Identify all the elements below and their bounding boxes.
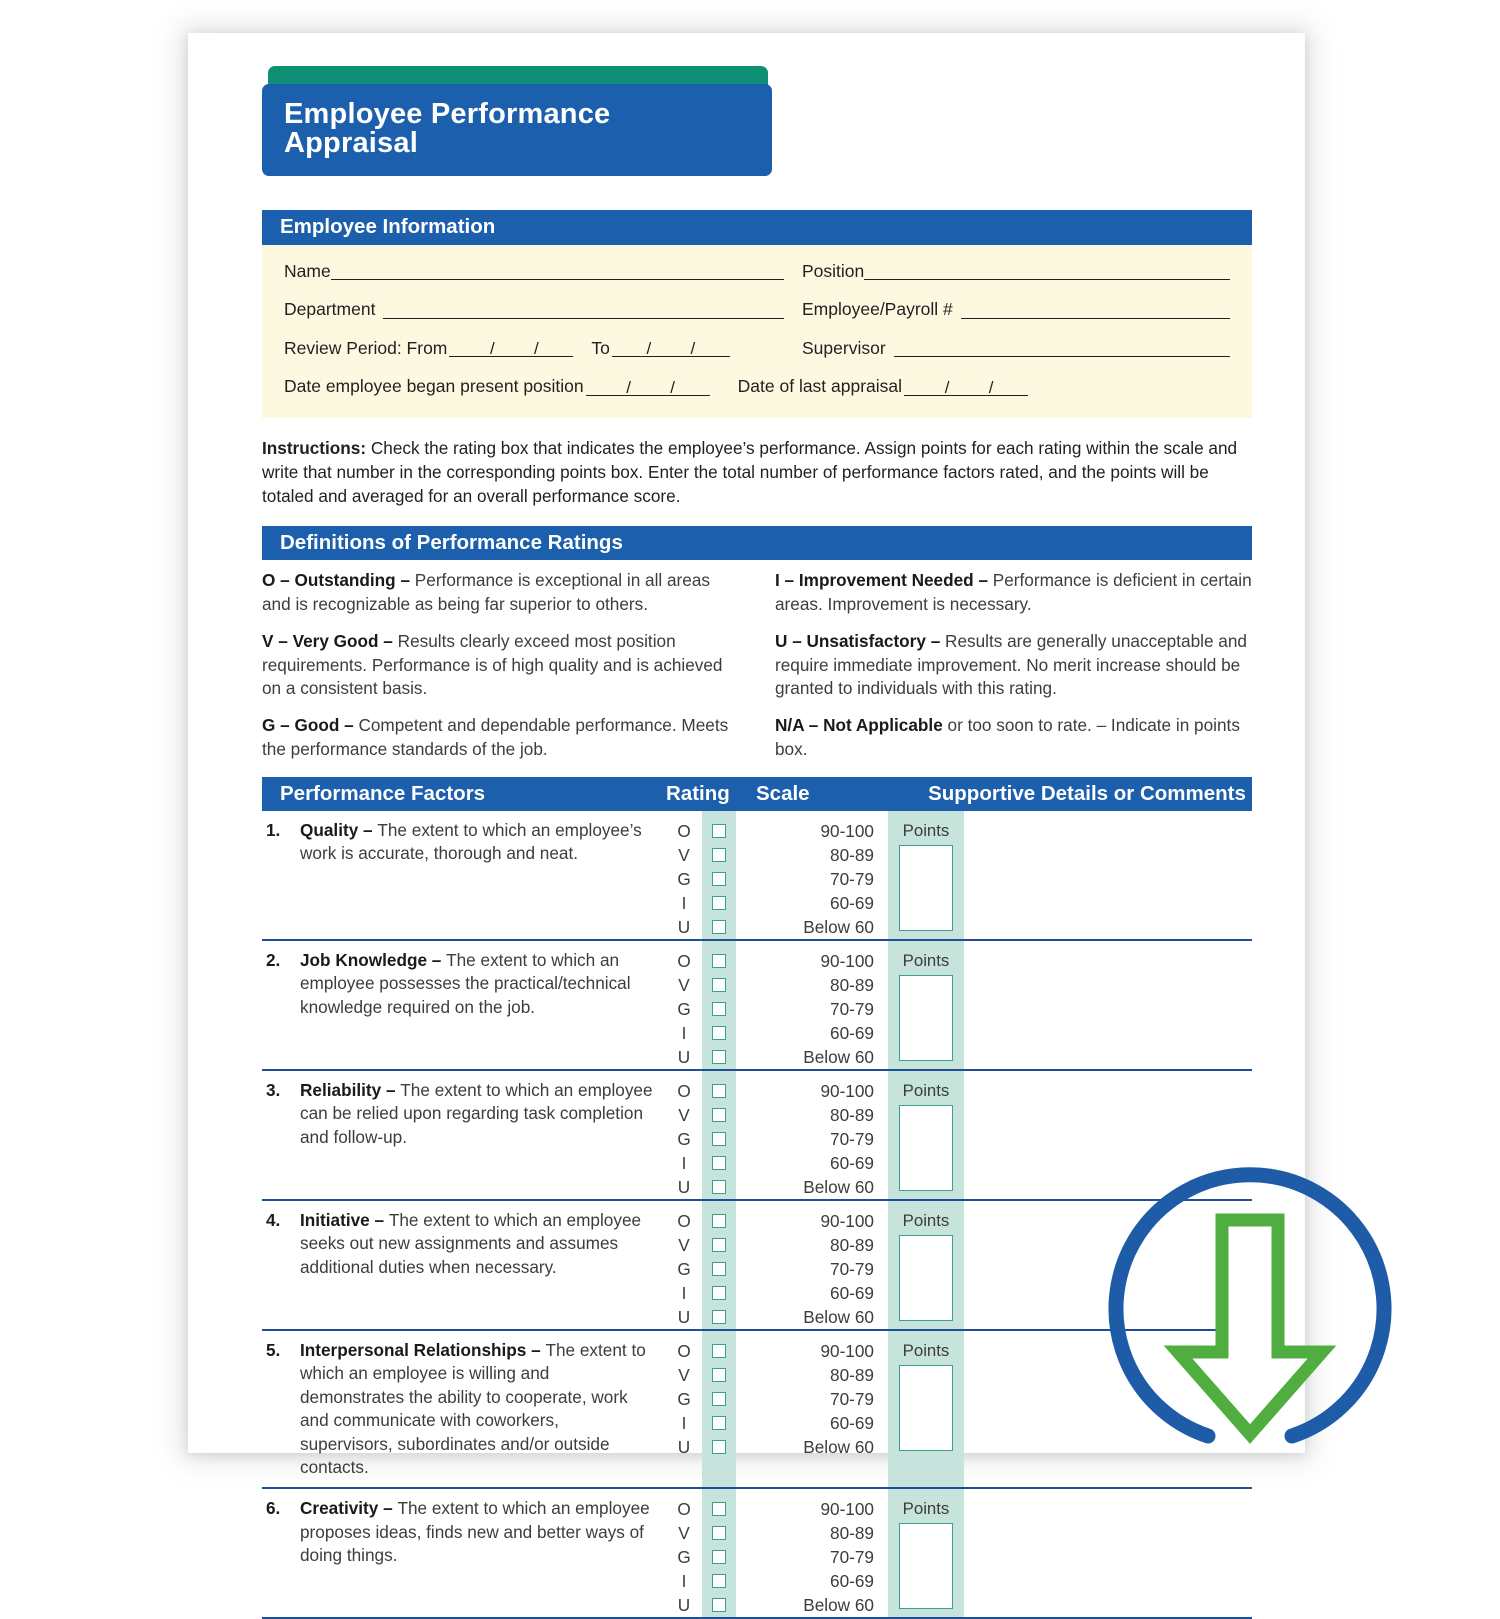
definition-term: I – Improvement Needed – bbox=[775, 570, 993, 591]
points-label: Points bbox=[902, 951, 950, 971]
factor-description: The extent to which an employee is willing and demonstrates the ability to cooperate, work and communicate with coworkers, supervisors, subordinates and/or outside contacts. bbox=[300, 1340, 646, 1478]
review-period-to-label: To bbox=[591, 337, 610, 358]
rating-code-label: G bbox=[677, 1259, 691, 1280]
factor-name: Interpersonal Relationships – bbox=[300, 1340, 546, 1361]
rating-checkbox-cell bbox=[702, 1071, 736, 1199]
review-period-group bbox=[284, 337, 784, 359]
info-row-department-payroll bbox=[284, 301, 1230, 319]
rating-checkbox-g[interactable] bbox=[712, 872, 726, 886]
factor-cell bbox=[262, 1489, 666, 1617]
position-label: Position bbox=[802, 260, 865, 281]
definition-text: or too soon to rate. – Indicate in points box. bbox=[775, 715, 1240, 759]
column-spacer bbox=[736, 1071, 752, 1199]
date-slash-5: / bbox=[626, 377, 632, 397]
checkbox-slot bbox=[702, 1045, 736, 1069]
scale-value: Below 60 bbox=[803, 1307, 874, 1328]
scale-value: 60-69 bbox=[830, 893, 874, 914]
points-label: Points bbox=[902, 1499, 950, 1519]
scale-value: 90-100 bbox=[820, 1499, 874, 1520]
rating-code-label: I bbox=[681, 893, 687, 914]
rating-codes-cell bbox=[666, 1331, 702, 1487]
rating-code-label: U bbox=[677, 917, 691, 938]
checkbox-slot bbox=[702, 949, 736, 973]
column-spacer bbox=[736, 1201, 752, 1329]
scale-value: 70-79 bbox=[830, 1389, 874, 1410]
scale-value: Below 60 bbox=[803, 1177, 874, 1198]
checkbox-slot bbox=[702, 1363, 736, 1387]
checkbox-slot bbox=[702, 1103, 736, 1127]
points-input[interactable] bbox=[899, 1365, 953, 1451]
review-from-date-input[interactable] bbox=[449, 341, 573, 357]
scale-value: Below 60 bbox=[803, 1437, 874, 1458]
rating-code-label: U bbox=[677, 1595, 691, 1616]
definition-text: Results clearly exceed most position requirements. Performance is of high quality and is achieved on a consistent basis. bbox=[262, 630, 723, 699]
rating-checkbox-u[interactable] bbox=[712, 1310, 726, 1324]
document-page bbox=[188, 33, 1305, 1616]
factor-number: 1. bbox=[266, 820, 281, 841]
factor-cell bbox=[262, 811, 666, 939]
rating-checkbox-v[interactable] bbox=[712, 848, 726, 862]
scale-value: 90-100 bbox=[820, 1341, 874, 1362]
definitions-right-column bbox=[757, 569, 1252, 761]
checkbox-slot bbox=[702, 843, 736, 867]
rating-checkbox-cell bbox=[702, 941, 736, 1069]
instructions-paragraph bbox=[262, 436, 1252, 509]
rating-checkbox-i[interactable] bbox=[712, 1286, 726, 1300]
rating-code-label: O bbox=[677, 821, 691, 842]
table-row bbox=[262, 811, 1252, 941]
checkbox-slot bbox=[702, 1387, 736, 1411]
factor-number: 5. bbox=[266, 1340, 281, 1361]
factor-number: 4. bbox=[266, 1210, 281, 1231]
checkbox-slot bbox=[702, 1339, 736, 1363]
definition-very-good bbox=[262, 630, 735, 701]
table-row bbox=[262, 1331, 1252, 1489]
rating-checkbox-g[interactable] bbox=[712, 1392, 726, 1406]
rating-checkbox-o[interactable] bbox=[712, 954, 726, 968]
checkbox-slot bbox=[702, 1209, 736, 1233]
position-input[interactable] bbox=[864, 266, 1230, 280]
factor-cell bbox=[262, 1201, 666, 1329]
last-appraisal-date-input[interactable] bbox=[904, 377, 1028, 397]
rating-codes-cell bbox=[666, 1489, 702, 1617]
rating-code-label: U bbox=[677, 1047, 691, 1068]
scale-value: 90-100 bbox=[820, 1211, 874, 1232]
performance-table-body bbox=[262, 811, 1252, 1619]
checkbox-slot bbox=[702, 819, 736, 843]
employee-information-header: Employee Information bbox=[262, 210, 1252, 245]
column-spacer bbox=[736, 811, 752, 939]
factor-name: Job Knowledge – bbox=[300, 950, 447, 971]
rating-code-label: U bbox=[677, 1437, 691, 1458]
definitions-section bbox=[262, 526, 1252, 762]
rating-checkbox-v[interactable] bbox=[712, 1108, 726, 1122]
payroll-label: Employee/Payroll # bbox=[802, 299, 953, 320]
scale-value: 60-69 bbox=[830, 1413, 874, 1434]
payroll-field-group bbox=[802, 301, 1230, 319]
factor-number: 6. bbox=[266, 1498, 281, 1519]
scale-cell bbox=[752, 941, 874, 1069]
factor-description: The extent to which an employee seeks out new assignments and assumes additional duties when necessary. bbox=[300, 1210, 642, 1277]
factor-text bbox=[300, 949, 655, 1019]
rating-code-label: I bbox=[681, 1571, 687, 1592]
definition-not-applicable bbox=[775, 714, 1252, 761]
factor-text bbox=[300, 1079, 655, 1149]
definition-text: Competent and dependable performance. Meets the performance standards of the job. bbox=[262, 715, 729, 759]
scale-value: Below 60 bbox=[803, 1595, 874, 1616]
factor-text bbox=[300, 1339, 655, 1479]
checkbox-slot bbox=[702, 997, 736, 1021]
scale-value: 90-100 bbox=[820, 1081, 874, 1102]
checkbox-slot bbox=[702, 1435, 736, 1459]
checkbox-slot bbox=[702, 1175, 736, 1199]
checkbox-slot bbox=[702, 1151, 736, 1175]
scale-value: 70-79 bbox=[830, 869, 874, 890]
performance-table-header bbox=[262, 777, 1252, 812]
rating-checkbox-v[interactable] bbox=[712, 1368, 726, 1382]
points-input[interactable] bbox=[899, 1523, 953, 1609]
rating-checkbox-u[interactable] bbox=[712, 1598, 726, 1612]
checkbox-slot bbox=[702, 1079, 736, 1103]
scale-value: 70-79 bbox=[830, 1259, 874, 1280]
definition-term: O – Outstanding – bbox=[262, 570, 415, 591]
comments-input[interactable] bbox=[964, 1331, 1252, 1487]
department-input[interactable] bbox=[383, 305, 784, 319]
name-label: Name bbox=[284, 260, 331, 281]
comments-input[interactable] bbox=[964, 1201, 1252, 1329]
definition-term: V – Very Good – bbox=[262, 630, 398, 651]
scale-value: 80-89 bbox=[830, 975, 874, 996]
points-cell bbox=[888, 941, 964, 1069]
rating-checkbox-v[interactable] bbox=[712, 1238, 726, 1252]
scale-value: 60-69 bbox=[830, 1571, 874, 1592]
points-label: Points bbox=[902, 1341, 950, 1361]
rating-code-label: V bbox=[678, 1365, 690, 1386]
definition-good bbox=[262, 714, 735, 761]
rating-code-label: I bbox=[681, 1023, 687, 1044]
supervisor-input[interactable] bbox=[894, 343, 1230, 357]
points-label: Points bbox=[902, 821, 950, 841]
definition-term: U – Unsatisfactory – bbox=[775, 630, 946, 651]
scale-value: Below 60 bbox=[803, 1047, 874, 1068]
points-input[interactable] bbox=[899, 1235, 953, 1321]
factor-name: Initiative – bbox=[300, 1210, 389, 1231]
name-input[interactable] bbox=[331, 266, 784, 280]
scale-value: 80-89 bbox=[830, 1523, 874, 1544]
checkbox-slot bbox=[702, 973, 736, 997]
rating-checkbox-v[interactable] bbox=[712, 1526, 726, 1540]
rating-code-label: O bbox=[677, 951, 691, 972]
review-to-date-input[interactable] bbox=[612, 341, 730, 357]
comments-input[interactable] bbox=[964, 941, 1252, 1069]
title-blue-banner bbox=[262, 84, 772, 176]
factor-name: Quality – bbox=[300, 820, 378, 841]
factor-text bbox=[300, 1497, 655, 1567]
checkbox-slot bbox=[702, 1545, 736, 1569]
factor-cell bbox=[262, 1071, 666, 1199]
payroll-input[interactable] bbox=[961, 305, 1230, 319]
rating-checkbox-o[interactable] bbox=[712, 1502, 726, 1516]
rating-checkbox-o[interactable] bbox=[712, 1214, 726, 1228]
rating-code-label: O bbox=[677, 1211, 691, 1232]
rating-code-label: V bbox=[678, 975, 690, 996]
definition-term: G – Good – bbox=[262, 715, 359, 736]
scale-value: 70-79 bbox=[830, 1547, 874, 1568]
checkbox-slot bbox=[702, 1127, 736, 1151]
last-appraisal-label: Date of last appraisal bbox=[737, 376, 903, 397]
employee-information-body bbox=[262, 245, 1252, 418]
column-spacer bbox=[736, 941, 752, 1069]
scale-cell bbox=[752, 1489, 874, 1617]
scale-cell bbox=[752, 1331, 874, 1487]
rating-checkbox-v[interactable] bbox=[712, 978, 726, 992]
factor-text bbox=[300, 819, 655, 866]
scale-value: 60-69 bbox=[830, 1023, 874, 1044]
rating-code-label: V bbox=[678, 845, 690, 866]
scale-value: 80-89 bbox=[830, 1235, 874, 1256]
checkbox-slot bbox=[702, 1521, 736, 1545]
rating-checkbox-g[interactable] bbox=[712, 1262, 726, 1276]
page-title: Employee Performance Appraisal bbox=[284, 98, 611, 159]
checkbox-slot bbox=[702, 1411, 736, 1435]
definition-term: N/A – Not Applicable bbox=[775, 715, 943, 736]
points-input[interactable] bbox=[899, 975, 953, 1061]
checkbox-slot bbox=[702, 1233, 736, 1257]
definition-unsatisfactory bbox=[775, 630, 1252, 701]
page-content bbox=[262, 66, 1252, 1616]
rating-checkbox-cell bbox=[702, 1331, 736, 1487]
instructions-text: Check the rating box that indicates the employee’s performance. Assign points for each rating within the scale and write that number in the corresponding points box. Enter the total number of performance factors rated, and the points will be totaled and averaged for an overall performance score. bbox=[262, 437, 1238, 507]
definition-text: Performance is deficient in certain areas. Improvement is necessary. bbox=[775, 570, 1252, 615]
rating-checkbox-u[interactable] bbox=[712, 920, 726, 934]
scale-value: 60-69 bbox=[830, 1283, 874, 1304]
table-row bbox=[262, 1071, 1252, 1201]
instructions-label: Instructions: bbox=[262, 437, 367, 458]
factor-description: The extent to which an employee can be relied upon regarding task completion and follow-up. bbox=[300, 1080, 653, 1147]
factor-text bbox=[300, 1209, 655, 1279]
rating-checkbox-i[interactable] bbox=[712, 896, 726, 910]
rating-checkbox-u[interactable] bbox=[712, 1050, 726, 1064]
rating-checkbox-o[interactable] bbox=[712, 1344, 726, 1358]
department-field-group bbox=[284, 301, 784, 319]
rating-code-label: G bbox=[677, 1129, 691, 1150]
rating-code-label: U bbox=[677, 1307, 691, 1328]
rating-code-label: V bbox=[678, 1523, 690, 1544]
checkbox-slot bbox=[702, 915, 736, 939]
rating-codes-cell bbox=[666, 1201, 702, 1329]
factor-name: Creativity – bbox=[300, 1498, 398, 1519]
factor-description: The extent to which an employee’s work is accurate, thorough and neat. bbox=[300, 820, 642, 864]
column-header-factors: Performance Factors bbox=[280, 781, 486, 805]
date-slash-1: / bbox=[490, 339, 495, 359]
points-input[interactable] bbox=[899, 845, 953, 931]
performance-factors-section bbox=[262, 777, 1252, 1619]
rating-checkbox-g[interactable] bbox=[712, 1132, 726, 1146]
rating-code-label: V bbox=[678, 1105, 690, 1126]
factor-number: 3. bbox=[266, 1080, 281, 1101]
rating-checkbox-cell bbox=[702, 1201, 736, 1329]
column-spacer bbox=[736, 1489, 752, 1617]
checkbox-slot bbox=[702, 1281, 736, 1305]
date-slash-7: / bbox=[944, 377, 950, 397]
scale-value: 80-89 bbox=[830, 845, 874, 866]
checkbox-slot bbox=[702, 1305, 736, 1329]
factor-description: The extent to which an employee proposes ideas, finds new and better ways of doing things. bbox=[300, 1498, 650, 1566]
rating-checkbox-i[interactable] bbox=[712, 1574, 726, 1588]
date-slash-2: / bbox=[534, 339, 539, 359]
comments-input[interactable] bbox=[964, 811, 1252, 939]
scale-cell bbox=[752, 811, 874, 939]
began-position-label: Date employee began present position bbox=[284, 376, 584, 397]
rating-code-label: O bbox=[677, 1499, 691, 1520]
rating-checkbox-o[interactable] bbox=[712, 1084, 726, 1098]
scale-cell bbox=[752, 1201, 874, 1329]
rating-code-label: I bbox=[681, 1413, 687, 1434]
date-slash-6: / bbox=[670, 377, 676, 397]
rating-code-label: U bbox=[677, 1177, 691, 1198]
definitions-header: Definitions of Performance Ratings bbox=[262, 526, 1252, 561]
rating-code-label: O bbox=[677, 1341, 691, 1362]
rating-code-label: G bbox=[677, 1547, 691, 1568]
checkbox-slot bbox=[702, 1021, 736, 1045]
points-cell bbox=[888, 1331, 964, 1487]
checkbox-slot bbox=[702, 1497, 736, 1521]
checkbox-slot bbox=[702, 1257, 736, 1281]
column-spacer bbox=[736, 1331, 752, 1487]
rating-checkbox-o[interactable] bbox=[712, 824, 726, 838]
checkbox-slot bbox=[702, 867, 736, 891]
points-label: Points bbox=[902, 1081, 950, 1101]
checkbox-slot bbox=[702, 1593, 736, 1617]
rating-checkbox-cell bbox=[702, 1489, 736, 1617]
comments-input[interactable] bbox=[964, 1489, 1252, 1617]
scale-value: 80-89 bbox=[830, 1105, 874, 1126]
rating-checkbox-u[interactable] bbox=[712, 1180, 726, 1194]
review-period-from-label: Review Period: From bbox=[284, 337, 448, 358]
document-title-block bbox=[262, 66, 772, 176]
points-input[interactable] bbox=[899, 1105, 953, 1191]
scale-value: 90-100 bbox=[820, 951, 874, 972]
supervisor-field-group bbox=[802, 337, 1230, 358]
supervisor-label: Supervisor bbox=[802, 337, 886, 358]
scale-value: 60-69 bbox=[830, 1153, 874, 1174]
scale-value: 70-79 bbox=[830, 999, 874, 1020]
points-cell bbox=[888, 811, 964, 939]
table-row bbox=[262, 1201, 1252, 1331]
employee-information-section bbox=[262, 210, 1252, 418]
rating-codes-cell bbox=[666, 1071, 702, 1199]
factor-cell bbox=[262, 1331, 666, 1487]
rating-code-label: I bbox=[681, 1153, 687, 1174]
scale-value: 80-89 bbox=[830, 1365, 874, 1386]
comments-input[interactable] bbox=[964, 1071, 1252, 1199]
checkbox-slot bbox=[702, 1569, 736, 1593]
rating-code-label: O bbox=[677, 1081, 691, 1102]
name-field-group bbox=[284, 260, 784, 281]
date-slash-8: / bbox=[988, 377, 994, 397]
factor-description: The extent to which an employee possesses the practical/technical knowledge required on the job. bbox=[300, 950, 631, 1017]
scale-value: Below 60 bbox=[803, 917, 874, 938]
column-header-rating: Rating bbox=[666, 781, 730, 805]
points-label: Points bbox=[902, 1211, 950, 1231]
began-position-date-input[interactable] bbox=[586, 377, 710, 397]
info-row-name-position bbox=[284, 260, 1230, 281]
date-slash-4: / bbox=[690, 339, 696, 359]
table-row bbox=[262, 941, 1252, 1071]
date-slash-3: / bbox=[646, 339, 652, 359]
info-row-review-supervisor bbox=[284, 337, 1230, 359]
department-label: Department bbox=[284, 299, 376, 320]
rating-code-label: I bbox=[681, 1283, 687, 1304]
definitions-left-column bbox=[262, 569, 757, 761]
rating-checkbox-cell bbox=[702, 811, 736, 939]
factor-cell bbox=[262, 941, 666, 1069]
rating-checkbox-i[interactable] bbox=[712, 1026, 726, 1040]
definition-text: Performance is exceptional in all areas and is recognizable as being far superior to others. bbox=[262, 570, 710, 615]
rating-code-label: V bbox=[678, 1235, 690, 1256]
column-header-comments: Supportive Details or Comments bbox=[928, 781, 1246, 805]
points-cell bbox=[888, 1071, 964, 1199]
definition-outstanding bbox=[262, 569, 735, 616]
points-cell bbox=[888, 1489, 964, 1617]
scale-cell bbox=[752, 1071, 874, 1199]
rating-code-label: G bbox=[677, 869, 691, 890]
checkbox-slot bbox=[702, 891, 736, 915]
rating-checkbox-g[interactable] bbox=[712, 1550, 726, 1564]
points-cell bbox=[888, 1201, 964, 1329]
rating-checkbox-g[interactable] bbox=[712, 1002, 726, 1016]
rating-codes-cell bbox=[666, 941, 702, 1069]
scale-value: 70-79 bbox=[830, 1129, 874, 1150]
rating-checkbox-i[interactable] bbox=[712, 1416, 726, 1430]
column-header-scale: Scale bbox=[756, 781, 810, 805]
info-row-dates bbox=[284, 378, 1230, 396]
definition-text: Results are generally unacceptable and require immediate improvement. No merit increase should be granted to individuals with this rating. bbox=[775, 630, 1247, 699]
rating-codes-cell bbox=[666, 811, 702, 939]
definition-improvement-needed bbox=[775, 569, 1252, 616]
rating-code-label: G bbox=[677, 999, 691, 1020]
scale-value: 90-100 bbox=[820, 821, 874, 842]
table-row bbox=[262, 1489, 1252, 1619]
rating-checkbox-u[interactable] bbox=[712, 1440, 726, 1454]
definitions-columns bbox=[262, 560, 1252, 761]
position-field-group bbox=[802, 260, 1230, 281]
rating-code-label: G bbox=[677, 1389, 691, 1410]
rating-checkbox-i[interactable] bbox=[712, 1156, 726, 1170]
factor-number: 2. bbox=[266, 950, 281, 971]
factor-name: Reliability – bbox=[300, 1080, 401, 1101]
